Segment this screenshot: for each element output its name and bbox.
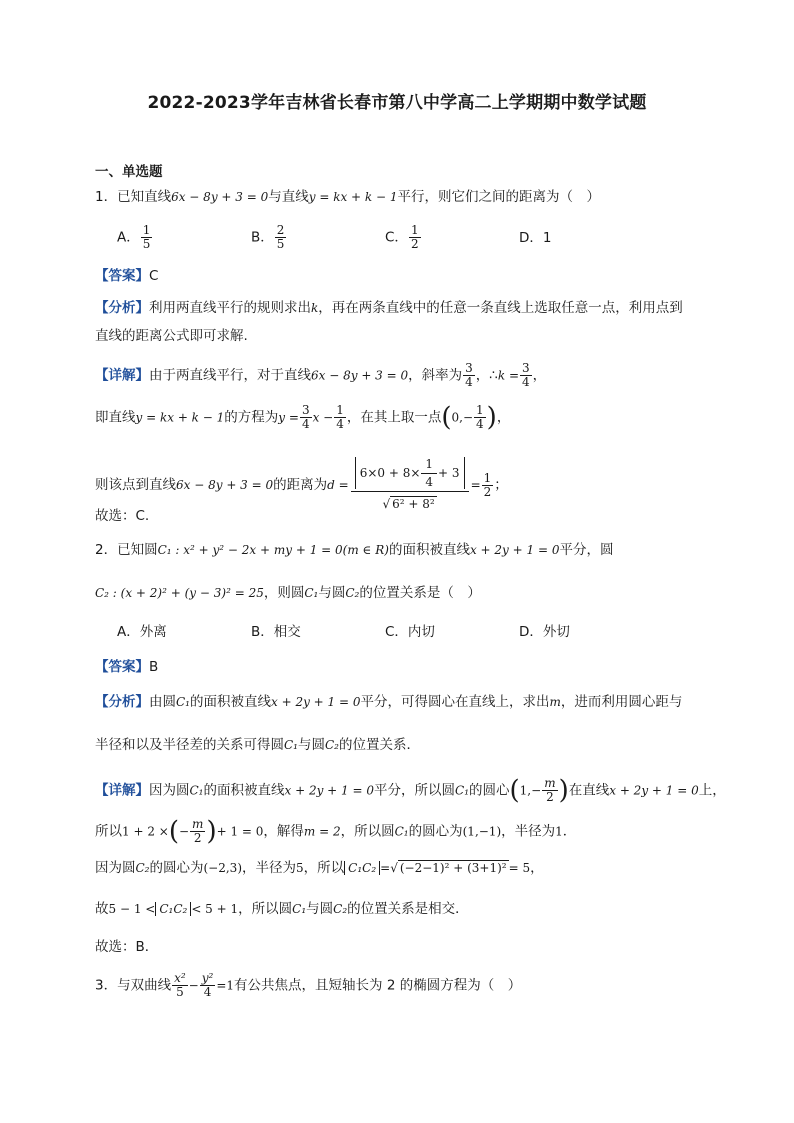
q2-detail-1: 【详解】因为圆C₁的面积被直线x + 2y + 1 = 0平分，所以圆C₁的圆心(1,− $\frac{m}{2}$ )在直线x + 2y + 1 = 0上， (95, 775, 726, 806)
q2-stem: 2．已知圆C₁ : x² + y² − 2x + my + 1 = 0(m ∈ R)的面积被直线x + 2y + 1 = 0平分，圆 (95, 542, 614, 558)
q1-analysis: 【分析】利用两直线平行的规则求出k，再在两条直线中的任意一条直线上选取任意一点，利用点到 (95, 300, 683, 316)
q1-detail-2: 即直线y = kx + k − 1的方程为y = $\frac{3}{4}$ x − $\frac{1}{4}$ ，在其上取一点(0,− $\frac{1}{4}$ )， (95, 402, 511, 433)
q2-conclusion: 故选：B． (95, 939, 159, 955)
q1-options (117, 224, 653, 251)
q2-analysis: 【分析】由圆C₁的面积被直线x + 2y + 1 = 0平分，可得圆心在直线上，求出m，进而利用圆心距与 (95, 694, 683, 710)
q1-analysis-cont: 直线的距离公式即可求解. (95, 328, 248, 344)
q2-option-d: D．外切 (519, 624, 570, 640)
q1-conclusion: 故选：C. (95, 508, 150, 524)
q3-stem: 3．与双曲线 $\frac{\text{x²}}{5}$ − $\frac{\text{y²}}{4}$ =1有公共焦点，且短轴长为 2 的椭圆方程为（ ） (95, 971, 522, 999)
q1-option-b: B． $\frac{2}{5}$ (251, 223, 285, 251)
page-title: 2022-2023学年吉林省长春市第八中学高二上学期期中数学试题 (147, 93, 647, 113)
q1-option-c: C． $\frac{1}{2}$ (385, 223, 419, 251)
q1-option-a: A． $\frac{1}{5}$ (117, 223, 151, 251)
q2-detail-3: 因为圆C₂的圆心为(−2,3)，半径为5，所以 C₁C₂ =√ (−2−1)² + (3+1)² = 5， (95, 860, 544, 876)
q2-option-b: B．相交 (251, 624, 301, 640)
q2-option-a: A．外离 (117, 624, 167, 640)
q1-answer: 【答案】C (95, 268, 159, 284)
q2-detail-2: 所以1 + 2 ×(− $\frac{m}{2}$ )+ 1 = 0，解得m = 2，所以圆C₁的圆心为(1,−1)，半径为1． (95, 816, 577, 847)
q2-option-c: C．内切 (385, 624, 435, 640)
q2-answer: 【答案】B (95, 659, 159, 675)
q2-stem-cont: C₂ : (x + 2)² + (y − 3)² = 25，则圆C₁与圆C₂的位置关系是（ ） (95, 585, 481, 601)
q2-analysis-cont: 半径和以及半径差的关系可得圆C₁与圆C₂的位置关系． (95, 737, 420, 753)
distance-formula: 6×0 + 8× $\frac{1}{4}$ + 3 √ 6² + 8² (351, 456, 469, 514)
section-heading: 一、单选题 (95, 164, 163, 180)
q2-detail-4: 故5 − 1 < C₁C₂ < 5 + 1，所以圆C₁与圆C₂的位置关系是相交． (95, 901, 469, 917)
q2-options (117, 622, 653, 642)
q1-detail-3: 则该点到直线6x − 8y + 3 = 0的距离为d = 6×0 + 8× $\frac{1}{4}$ + 3 √ 6² + 8² = $\frac{1}{2}$ ； (95, 456, 508, 514)
q1-stem: 1．已知直线6x − 8y + 3 = 0与直线y = kx + k − 1平行，则它们之间的距离为（ ） (95, 189, 601, 205)
q1-option-d: D．1 (519, 229, 552, 246)
q1-detail-1: 【详解】由于两直线平行，对于直线6x − 8y + 3 = 0，斜率为 $\frac{3}{4}$ ，∴k = $\frac{3}{4}$ ， (95, 361, 547, 389)
